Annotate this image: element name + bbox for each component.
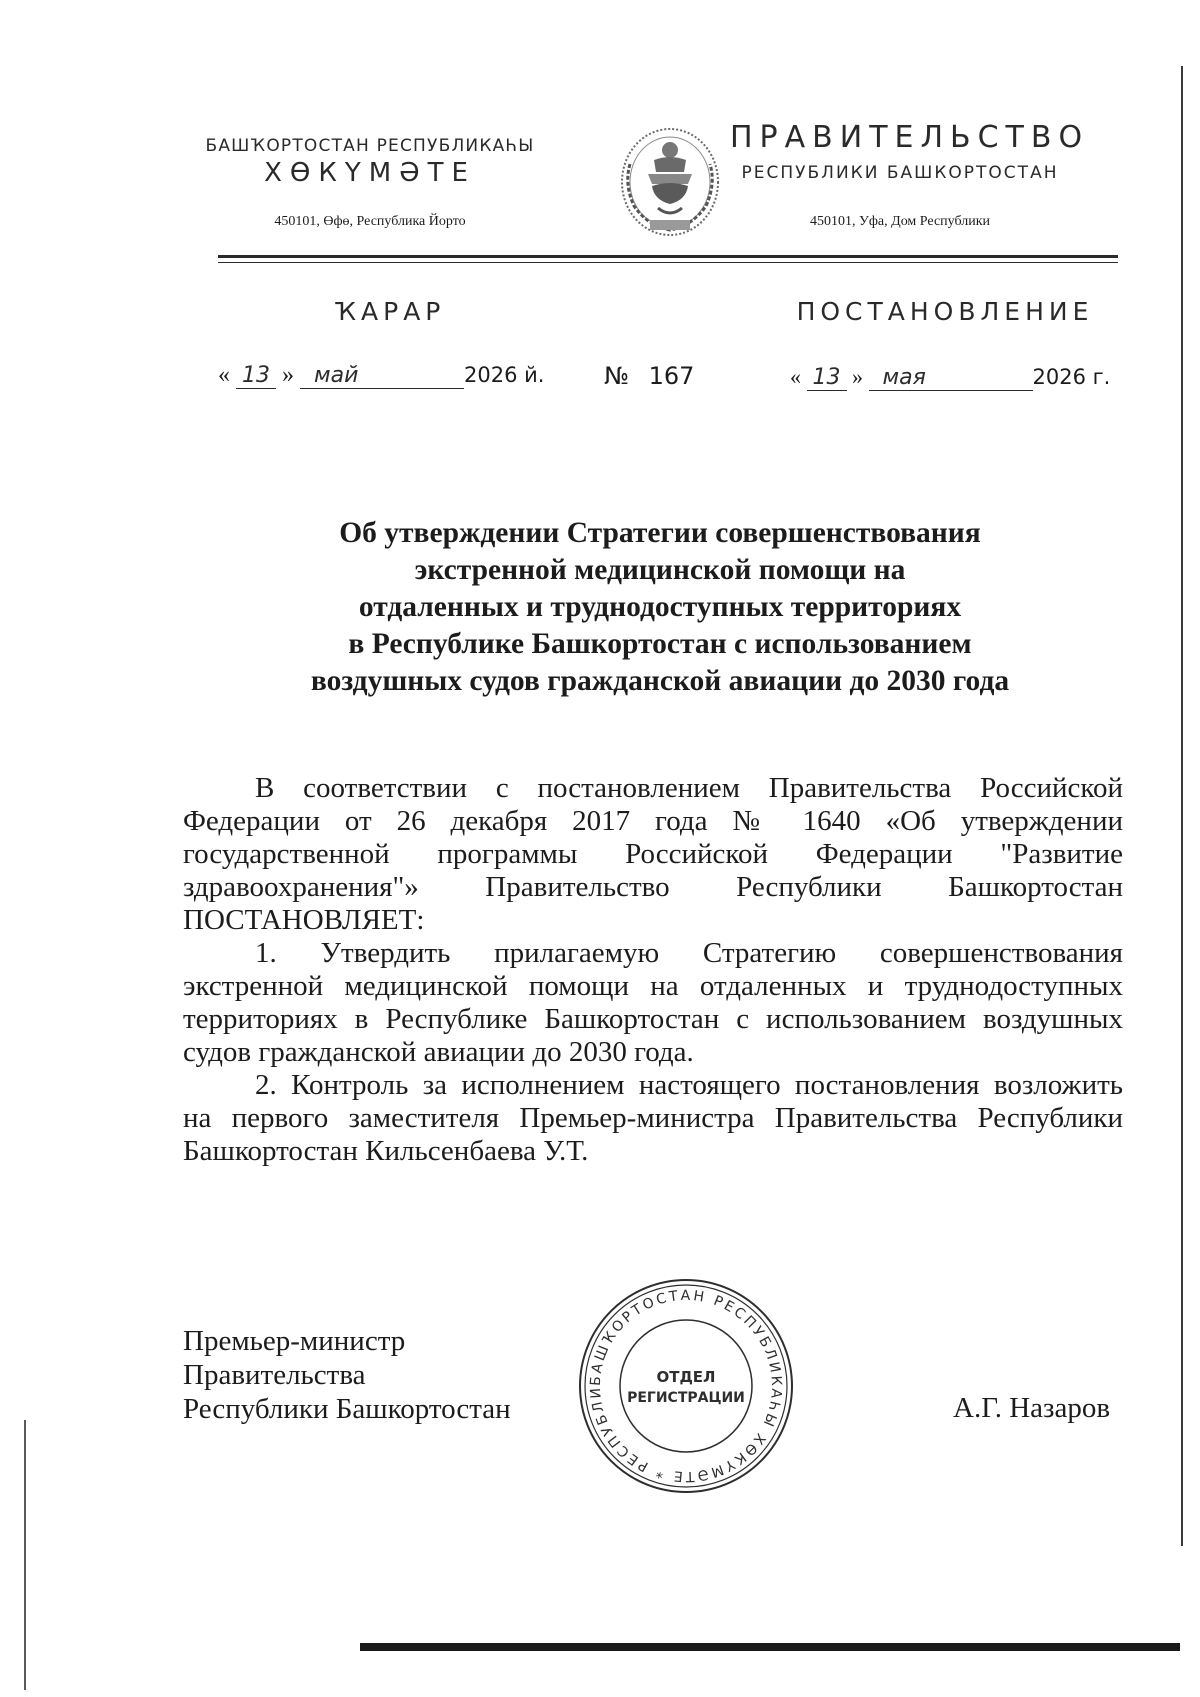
header-rule — [218, 255, 1118, 258]
date-right — [790, 364, 1110, 391]
quote-open: « — [218, 362, 230, 388]
date-right-day: 13 — [807, 365, 847, 391]
doc-number — [604, 362, 694, 390]
date-left-year: 2026 й. — [464, 363, 545, 387]
header-right-line1: ПРАВИТЕЛЬСТВО — [730, 120, 1090, 155]
body-line-4: здравоохранения"» Правительство Республики Башкортостан — [183, 871, 1123, 903]
doc-type-left: ҠАРАР — [334, 297, 446, 326]
quote-close: » — [282, 362, 294, 388]
quote-close-right: » — [852, 364, 863, 389]
title-line: отдаленных и труднодоступных территориях — [358, 591, 962, 623]
stamp-center-line2: РЕГИСТРАЦИИ — [627, 1390, 745, 1406]
title-line: в Республике Башкортостан с использованием — [348, 628, 972, 660]
signature-position-line2: Правительства — [183, 1359, 366, 1391]
body-line-6: 1. Утвердить прилагаемую Стратегию совершенствования — [255, 937, 1123, 969]
scan-edge-line-left — [24, 1420, 26, 1690]
number-value: 167 — [648, 362, 695, 390]
title-line: экстренной медицинской помощи на — [414, 554, 906, 586]
body-line-9: судов гражданской авиации до 2030 года. — [183, 1036, 694, 1068]
date-right-month: мая — [869, 365, 1033, 391]
header-left-line2: ХӨКҮМӘТЕ — [264, 158, 476, 188]
scan-edge-line — [1181, 66, 1183, 1546]
title-line: Об утверждении Стратегии совершенствования — [339, 517, 981, 549]
stamp-center-line1: ОТДЕЛ — [656, 1368, 716, 1386]
signature-block — [183, 1324, 511, 1426]
title-line: воздушных судов гражданской авиации до 2030 года — [310, 665, 1010, 697]
body-line-7: экстренной медицинской помощи на отдаленных и труднодоступных — [183, 970, 1123, 1002]
header-left-line1: БАШҠОРТОСТАН РЕСПУБЛИКАҺЫ — [205, 136, 535, 156]
date-right-year: 2026 г. — [1032, 365, 1111, 389]
signature-position-line3: Республики Башкортостан — [183, 1393, 511, 1425]
date-left-day: 13 — [236, 363, 276, 389]
document-title — [210, 515, 1110, 700]
signatory-name: А.Г. Назаров — [953, 1392, 1111, 1424]
body-line-12: Башкортостан Кильсенбаева У.Т. — [183, 1135, 589, 1167]
body-line-11: на первого заместителя Премьер-министра Правительства Республики — [183, 1102, 1123, 1134]
number-sign: № — [604, 362, 629, 390]
registration-stamp — [576, 1276, 796, 1496]
body-line-3: государственной программы Российской Федерации "Развитие — [183, 838, 1123, 870]
quote-open-right: « — [790, 364, 801, 389]
body-line-10: 2. Контроль за исполнением настоящего постановления возложить — [255, 1069, 1123, 1101]
body-line-5-decree: ПОСТАНОВЛЯЕТ: — [183, 904, 425, 936]
bottom-rule — [360, 1643, 1180, 1651]
coat-of-arms-emblem — [614, 124, 726, 242]
date-left — [218, 362, 544, 389]
body-line-1: В соответствии с постановлением Правительства Российской — [255, 772, 1123, 804]
header-rule-thin — [218, 262, 1118, 263]
header-right-address: 450101, Уфа, Дом Республики — [809, 214, 991, 229]
doc-type-right: ПОСТАНОВЛЕНИЕ — [796, 297, 1094, 326]
date-left-month: май — [300, 363, 464, 389]
header-left-address: 450101, Өфө, Республика Йорто — [274, 214, 466, 229]
body-line-2: Федерации от 26 декабря 2017 года № 1640 «Об утверждении — [183, 805, 1123, 837]
body-line-8: территориях в Республике Башкортостан с использованием воздушных — [183, 1003, 1123, 1035]
signature-position-line1: Премьер-министр — [183, 1325, 406, 1357]
header-right-line2: РЕСПУБЛИКИ БАШКОРТОСТАН — [741, 163, 1059, 183]
stamp-ring-path: БАШҠОРТОСТАН РЕСПУБЛИКАҺЫ ХӨКҮМӘТЕ * РЕСПУБЛИ — [587, 1287, 785, 1485]
